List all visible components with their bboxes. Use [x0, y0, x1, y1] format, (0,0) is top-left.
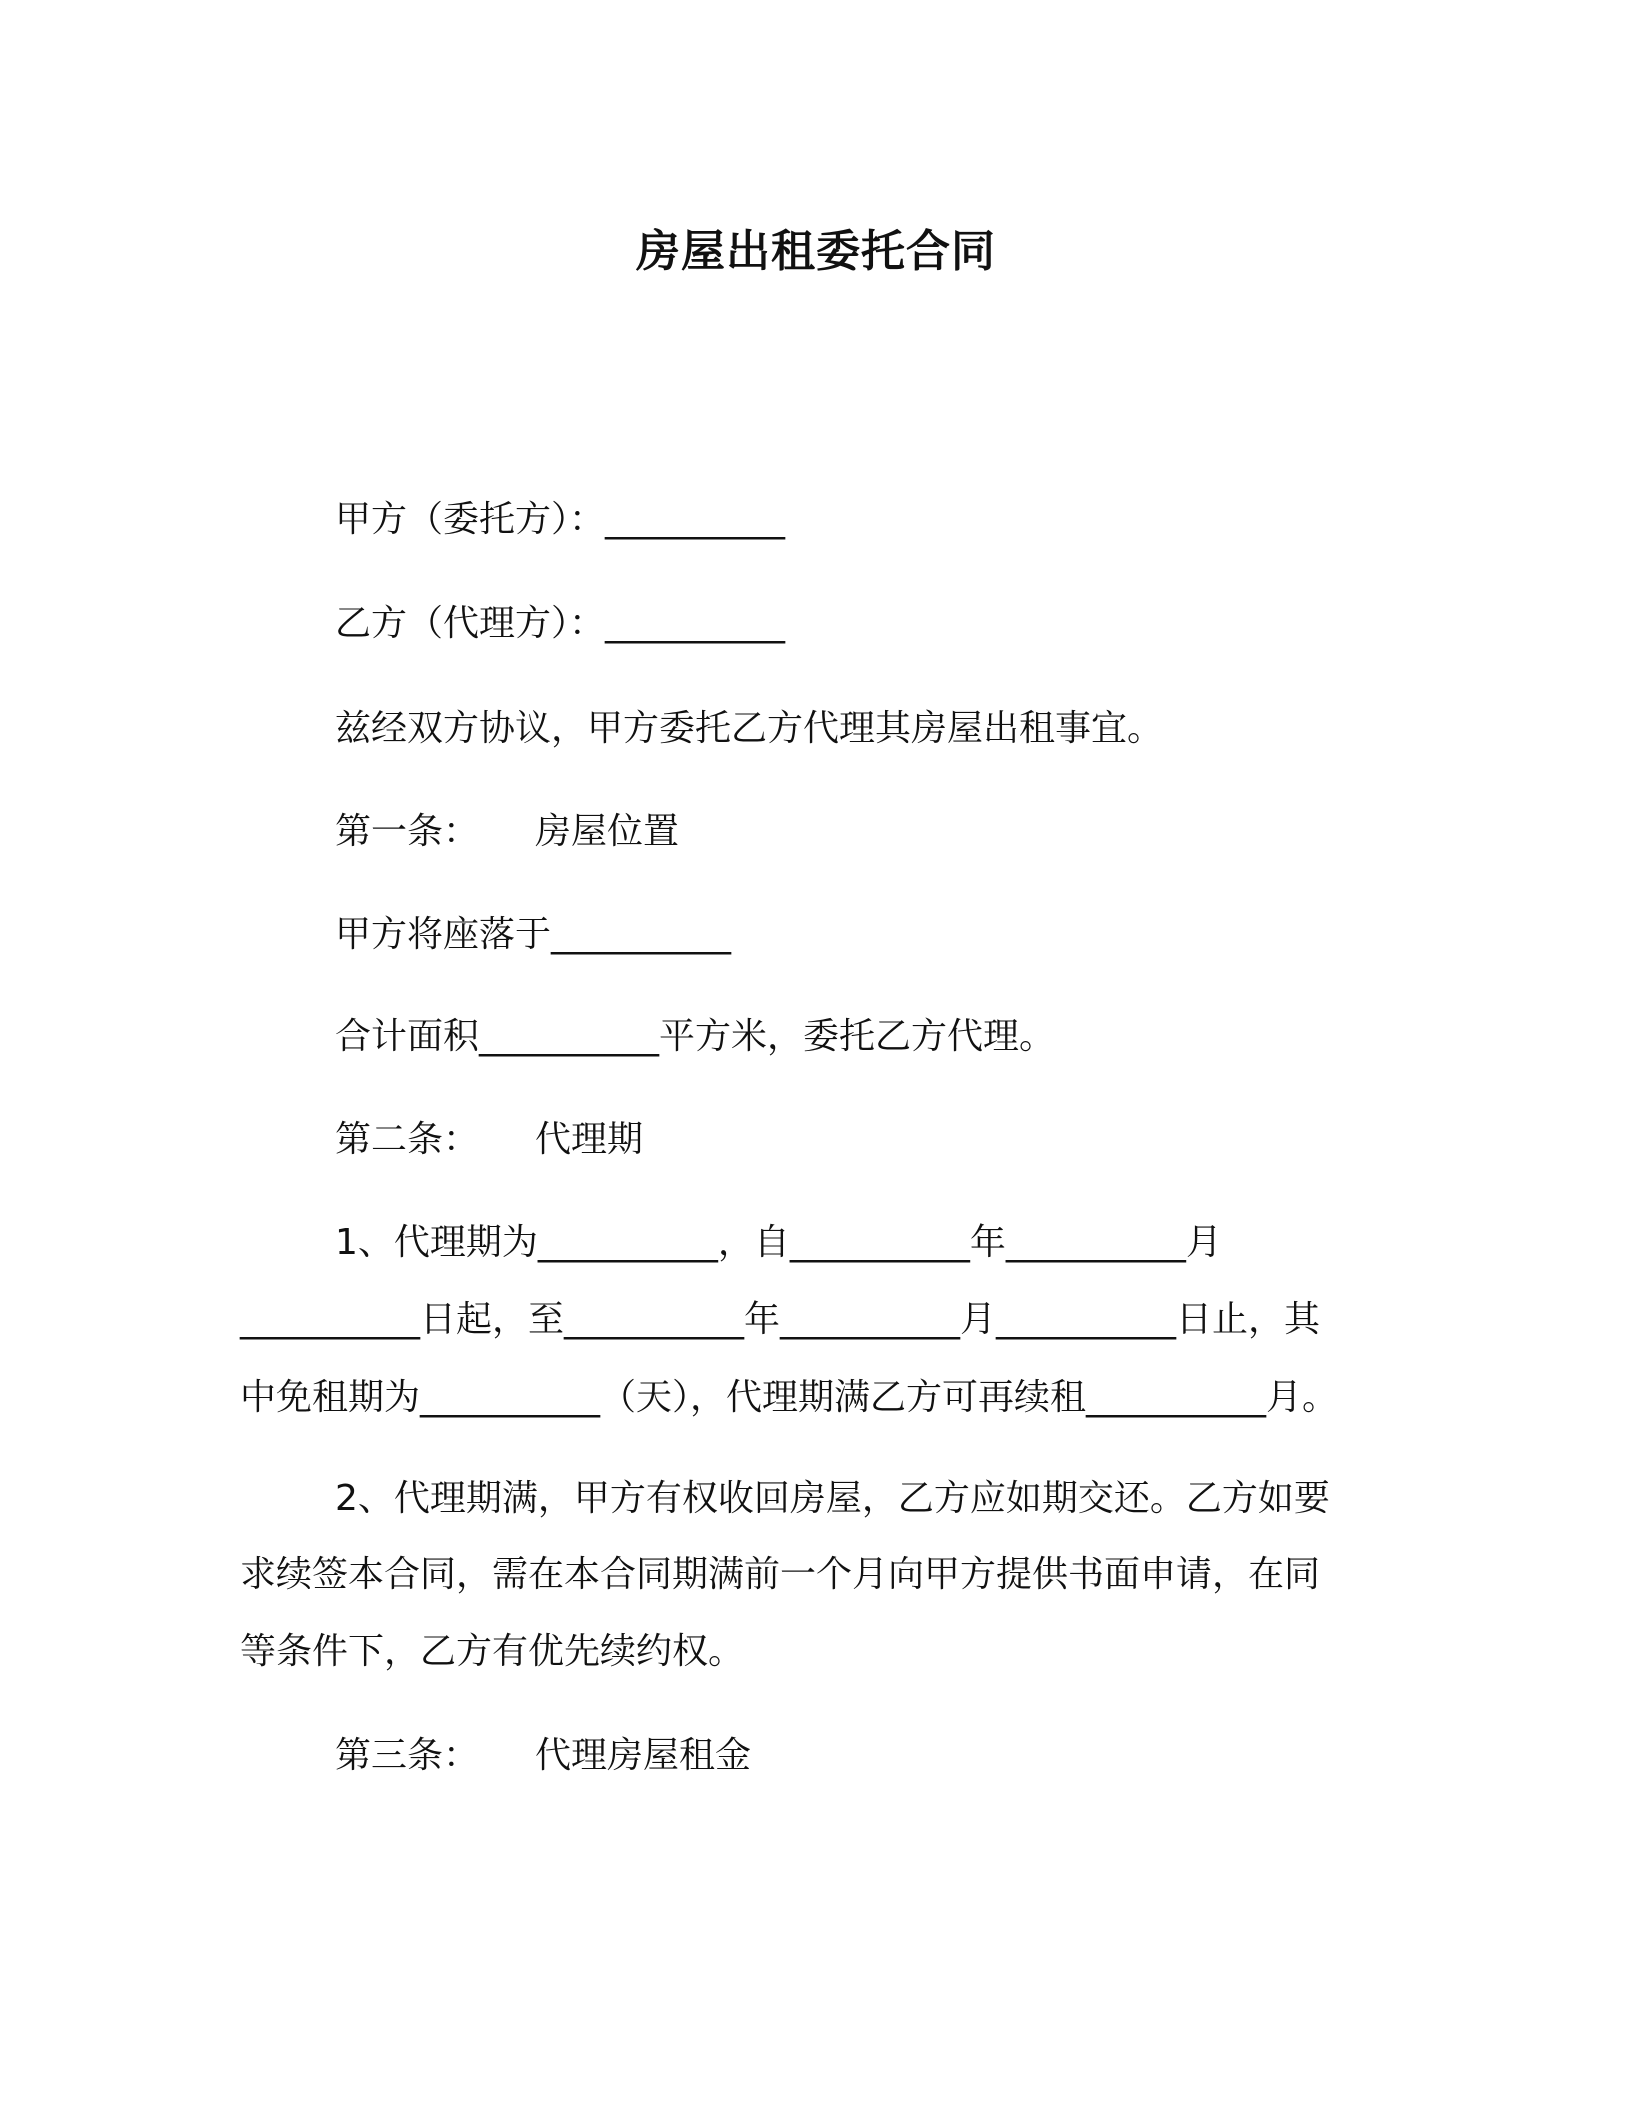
article2-clause1-line1: 1、代理期为__________，自__________年__________月 [335, 1222, 1222, 1263]
article2-clause1-line2: __________日起，至__________年__________月__________日止，其 [240, 1299, 1321, 1340]
article2-clause1-line3: 中免租期为__________（天），代理期满乙方可再续租__________月。 [240, 1377, 1339, 1418]
article2-heading [335, 1116, 643, 1164]
article1-title: 房屋位置 [535, 811, 680, 852]
article2-title: 代理期 [535, 1119, 644, 1160]
document-title: 房屋出租委托合同 [636, 226, 996, 277]
party-b-line: 乙方（代理方）：__________ [335, 603, 786, 644]
article2-clause2-line3: 等条件下，乙方有优先续约权。 [240, 1631, 745, 1672]
article3-number: 第三条： [335, 1735, 480, 1776]
article2-clause2-line2: 求续签本合同，需在本合同期满前一个月向甲方提供书面申请，在同 [240, 1554, 1321, 1595]
article2-number: 第二条： [335, 1119, 480, 1160]
article1-number: 第一条： [335, 811, 480, 852]
article3-heading [335, 1732, 751, 1780]
intro-paragraph: 兹经双方协议，甲方委托乙方代理其房屋出租事宜。 [335, 708, 1164, 749]
article1-line2: 合计面积__________平方米，委托乙方代理。 [335, 1016, 1056, 1057]
article1-heading [335, 808, 679, 856]
article3-title: 代理房屋租金 [535, 1735, 752, 1776]
article2-clause2-line1: 2、代理期满，甲方有权收回房屋，乙方应如期交还。乙方如要 [335, 1478, 1330, 1519]
article1-line1: 甲方将座落于__________ [335, 914, 732, 955]
party-a-line: 甲方（委托方）：__________ [335, 499, 786, 540]
